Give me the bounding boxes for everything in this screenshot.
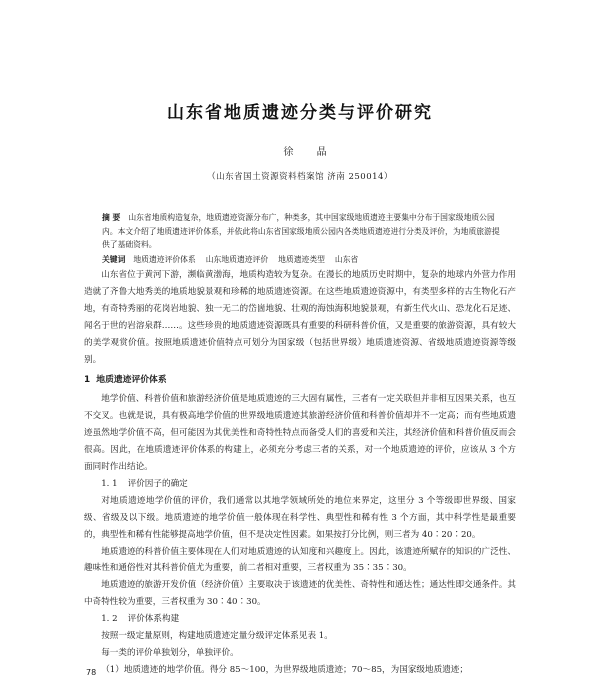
keyword: 地质遗迹类型 — [278, 254, 325, 264]
paragraph: 对地质遗迹地学价值的评价，我们通常以其地学领域所处的地位来界定，这里分 3 个等级即世界级、国家级、省级及以下级。地质遗迹的地学价值一般体现在科学性、典型性和稀有性 3 个方面，其中科学性是最重要的，典型性和稀有性能够提高地学价值，但不是决定性因素。如果按打分比例，则三者为 40∶20∶20。 — [84, 495, 516, 540]
paper-title: 山东省地质遗迹分类与评价研究 — [167, 103, 433, 123]
keyword: 地质遗迹评价体系 — [133, 254, 196, 264]
section-number: 1 — [84, 375, 91, 386]
paragraph: （1）地质遗迹的地学价值。得分 85～100，为世界级地质遗迹；70～85，为国家级地质遗迹； — [101, 664, 468, 675]
subsection-title: 评价因子的确定 — [127, 478, 188, 489]
subsection-heading — [84, 611, 516, 628]
abstract-block — [102, 211, 500, 266]
author-affiliation: （山东省国土资源资料档案馆 济南 250014） — [207, 172, 393, 182]
section-title: 地质遗迹评价体系 — [96, 375, 167, 386]
abstract-label: 摘 要 — [102, 213, 121, 222]
intro-paragraph: 山东省位于黄河下游，濒临黄渤海，地质构造较为复杂。在漫长的地质历史时期中，复杂的地球内外营力作用造就了齐鲁大地秀美的地质地貌景观和珍稀的地质遗迹资源。在这些地质遗迹资源中，有类型多样的古生物化石产地，有奇特秀丽的花岗岩地貌、独一无二的岱崮地貌、壮观的海蚀海积地貌景观，有新生代火山、恐龙化石足迹、闻名于世的岩溶泉群……。这些珍贵的地质遗迹资源既具有重要的科研科普价值，又是重要的旅游资源，具有较大的美学观赏价值。按照地质遗迹价值特点可划分为国家级（包括世界级）地质遗迹资源、省级地质遗迹资源等级别。 — [84, 270, 516, 365]
subsection-number: 1. 1 — [101, 478, 118, 489]
paragraph: 每一类的评价单独划分，单独评价。 — [101, 647, 239, 658]
section-heading — [84, 372, 516, 389]
subsection-title: 评价体系构建 — [127, 614, 180, 625]
subsection-number: 1. 2 — [101, 614, 118, 625]
paragraph: 地学价值、科普价值和旅游经济价值是地质遗迹的三大固有属性，三者有一定关联但并非相互因果关系，也互不交叉。也就是说，具有极高地学价值的世界级地质遗迹其旅游经济价值和科普价值却并不一定高；而有些地质遗迹虽然地学价值不高，但可能因为其优美性和奇特性特点而备受人们的喜爱和关注，其经济价值和科普价值反而会很高。因此，在地质遗迹评价体系的构建上，必须充分考虑三者的关系，对一个地质遗迹的评价，应该从 3 个方面同时作出结论。 — [84, 394, 516, 472]
keywords — [102, 253, 500, 267]
author-name: 徐 晶 — [283, 147, 337, 158]
abstract-text: 山东省地质构造复杂，地质遗迹资源分布广，种类多，其中国家级地质遗迹主要集中分布于国家级地质公园内。本文介绍了地质遗迹评价体系，并依此将山东省国家级地质公园内各类地质遗迹进行分类及评价，为地质旅游提供了基础资料。 — [102, 213, 500, 249]
subsection-heading — [84, 476, 516, 493]
keywords-label: 关键词 — [102, 254, 126, 264]
abstract — [102, 211, 500, 252]
paragraph: 地质遗迹的旅游开发价值（经济价值）主要取决于该遗迹的优美性、奇特性和通达性；通达性即交通条件。其中奇特性较为重要，三者权重为 30∶40∶30。 — [84, 580, 516, 608]
page-number: 78 — [86, 668, 97, 677]
keyword: 山东省 — [334, 254, 359, 264]
body-text — [84, 267, 516, 679]
paragraph: 地质遗迹的科普价值主要体现在人们对地质遗迹的认知度和兴趣度上。因此，该遗迹所赋存的知识的广泛性、趣味性和通俗性对其科普价值尤为重要，前二者相对重要，三者权重为 35∶35∶30。 — [84, 546, 516, 574]
keyword: 山东地质遗迹评价 — [205, 254, 269, 264]
paragraph: 按照一级定量原则，构建地质遗迹定量分级评定体系见表 1。 — [101, 631, 333, 642]
